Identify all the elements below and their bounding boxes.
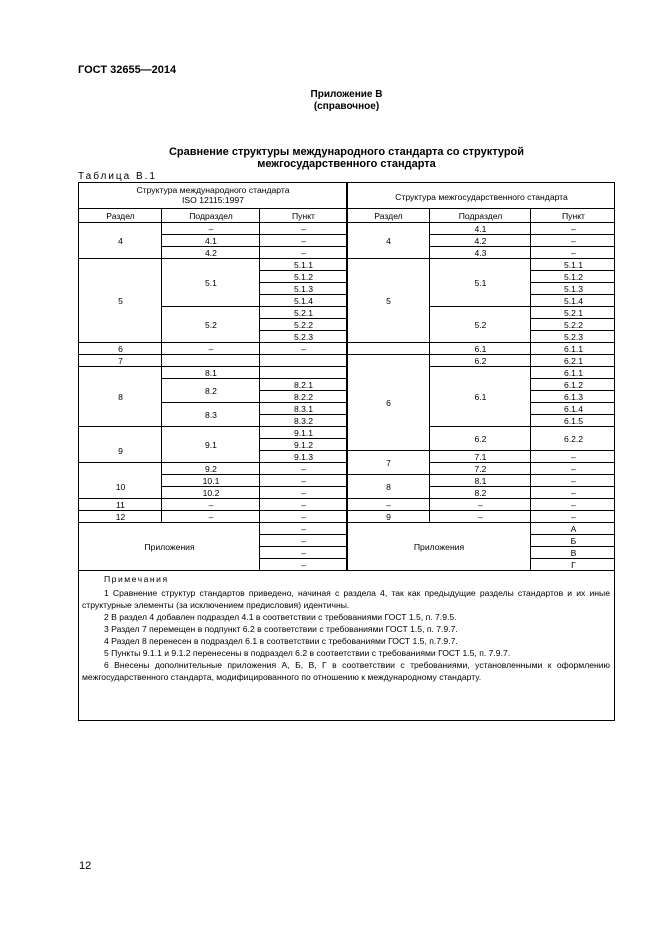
document-code: ГОСТ 32655—2014 — [78, 64, 177, 76]
header-international-line2: ISO 12115:1997 — [182, 195, 244, 205]
right-section: – — [386, 500, 391, 510]
right-item: 6.1.2 — [563, 380, 584, 390]
right-item: 5.1.3 — [563, 284, 584, 294]
note-5: 5 Пункты 9.1.1 и 9.1.2 перенесены в подраздел 6.2 в соответствии с требованиями ГОСТ 1.5, п. 7.9.7. — [104, 648, 511, 658]
right-item: – — [571, 500, 576, 510]
col-section-left: Раздел — [106, 211, 135, 221]
left-section: 6 — [118, 344, 123, 354]
left-subsection: 9.2 — [205, 464, 217, 474]
left-subsection: 8.1 — [205, 368, 217, 378]
right-item: 6.1.3 — [563, 392, 584, 402]
left-item: 5.2.3 — [293, 332, 314, 342]
left-subsection: 4.1 — [205, 236, 217, 246]
left-section: 8 — [118, 392, 123, 402]
left-item: – — [301, 500, 306, 510]
notes-list — [82, 587, 610, 683]
appendix-subtitle: (справочное) — [313, 101, 380, 112]
left-subsection: 5.2 — [205, 320, 217, 330]
left-item: 8.2.2 — [293, 392, 314, 402]
left-subsection: – — [208, 344, 214, 354]
right-subsection: – — [478, 512, 483, 522]
left-item: – — [301, 488, 306, 498]
right-item: 6.2.1 — [563, 356, 584, 366]
right-subsection: 4.2 — [474, 236, 487, 246]
appendix-heading — [0, 89, 661, 113]
left-item: – — [301, 524, 306, 534]
right-item: – — [571, 452, 576, 462]
notes-heading: Примечания — [104, 574, 169, 584]
right-subsection: – — [478, 500, 483, 510]
left-appendices: Приложения — [144, 542, 195, 552]
right-item: 5.1.2 — [563, 272, 584, 282]
left-section: 10 — [115, 482, 126, 492]
right-subsection: 6.2 — [474, 356, 487, 366]
right-item: Б — [570, 536, 577, 546]
left-item: – — [301, 560, 306, 570]
left-item: – — [301, 236, 306, 246]
right-item: – — [571, 248, 576, 258]
left-subsection: 5.1 — [205, 278, 217, 288]
left-section: 7 — [118, 356, 123, 366]
page-number: 12 — [79, 860, 92, 872]
left-subsection: – — [208, 500, 214, 510]
right-item: – — [571, 236, 576, 246]
right-subsection: 4.3 — [474, 248, 487, 258]
left-subsection: – — [208, 224, 214, 234]
right-item: 5.1.1 — [563, 260, 584, 270]
right-item: – — [571, 512, 576, 522]
left-item: 9.1.2 — [293, 440, 314, 450]
right-subsection: 4.1 — [474, 224, 487, 234]
right-item: – — [571, 488, 576, 498]
header-international — [79, 185, 347, 205]
left-item: – — [301, 548, 306, 558]
right-section: 8 — [386, 482, 391, 492]
left-section: 12 — [115, 512, 126, 522]
left-item: – — [301, 536, 306, 546]
right-item: 6.2.2 — [563, 434, 584, 444]
header-international-line1: Структура международного стандарта — [136, 185, 290, 195]
header-interstate: Структура межгосударственного стандарта — [395, 191, 568, 202]
right-subsection: 7.1 — [474, 452, 487, 462]
right-subsection: 5.1 — [474, 278, 487, 288]
left-item: 5.1.2 — [293, 272, 314, 282]
col-item-left: Пункт — [291, 211, 315, 221]
table-title — [0, 146, 661, 170]
left-item: 5.2.2 — [293, 320, 314, 330]
right-appendices: Приложения — [413, 542, 465, 552]
left-subsection: 8.3 — [205, 410, 217, 420]
title-line-1: Сравнение структуры международного стандарта со структурой — [168, 146, 525, 158]
title-line-2: межгосударственного стандарта — [257, 158, 436, 170]
right-section: 5 — [386, 296, 391, 306]
right-item: – — [571, 464, 576, 474]
left-subsection: 4.2 — [205, 248, 217, 258]
left-subsection: 8.2 — [205, 386, 217, 396]
right-subsection: 6.2 — [474, 434, 487, 444]
right-item: 5.2.2 — [563, 320, 584, 330]
note-2: 2 В раздел 4 добавлен подраздел 4.1 в соответствии с требованиями ГОСТ 1.5, п. 7.9.5. — [104, 612, 457, 622]
left-subsection: 10.1 — [202, 476, 220, 486]
note-4: 4 Раздел 8 перенесен в подраздел 6.1 в соответствии с требованиями ГОСТ 1.5, п.7.9.7. — [104, 636, 458, 646]
col-section-right: Раздел — [374, 211, 403, 221]
right-subsection: 6.1 — [474, 344, 487, 354]
right-item: Г — [571, 560, 576, 570]
left-item: – — [301, 224, 306, 234]
left-item: 5.1.4 — [293, 296, 314, 306]
col-subsection-left: Подраздел — [189, 211, 233, 221]
left-item: 8.2.1 — [293, 380, 314, 390]
table-label: Таблица В.1 — [78, 171, 157, 182]
left-item: 9.1.3 — [293, 452, 314, 462]
right-subsection: 6.1 — [474, 392, 487, 402]
right-subsection: 7.2 — [474, 464, 487, 474]
left-section: 4 — [118, 236, 123, 246]
left-item: 9.1.1 — [293, 428, 314, 438]
left-item: 5.2.1 — [293, 308, 314, 318]
note-3: 3 Раздел 7 перемещен в подпункт 6.2 в соответствии с требованиями ГОСТ 1.5, п. 7.9.7. — [104, 624, 458, 634]
right-item: 5.2.3 — [563, 332, 584, 342]
right-section: 7 — [386, 458, 391, 468]
right-item: В — [570, 548, 577, 558]
right-item: 5.1.4 — [563, 296, 584, 306]
right-subsection: 5.2 — [474, 320, 487, 330]
right-section: 6 — [386, 398, 391, 408]
note-1: 1 Сравнение структур стандартов приведено, начиная с раздела 4, так как предыдущие разделы стандартов и их иные структурные элементы (за исключением предисловия) идентичны. — [82, 588, 610, 610]
right-item: 5.2.1 — [563, 308, 584, 318]
left-item: – — [301, 464, 306, 474]
right-item: 6.1.5 — [563, 416, 584, 426]
appendix-title: Приложение В — [310, 89, 383, 100]
note-6: 6 Внесены дополнительные приложения А, Б, В, Г в соответствии с требованиями, установленными к оформлению межгосударственного стандарта, модифицированного по отношению к международному стандарту. — [82, 660, 610, 682]
left-item: 8.3.2 — [293, 416, 314, 426]
col-item-right: Пункт — [561, 211, 585, 221]
right-item: 6.1.4 — [563, 404, 584, 414]
left-subsection: 10.2 — [202, 488, 220, 498]
left-subsection: – — [208, 512, 214, 522]
right-subsection: 8.1 — [474, 476, 487, 486]
left-item: – — [301, 344, 306, 354]
left-section: 9 — [118, 446, 123, 456]
right-item: 6.1.1 — [563, 344, 584, 354]
left-item: 8.3.1 — [293, 404, 314, 414]
right-section: 9 — [386, 512, 391, 522]
left-section: 5 — [118, 296, 123, 306]
left-item: 5.1.3 — [293, 284, 314, 294]
right-item: – — [571, 476, 576, 486]
col-subsection-right: Подраздел — [458, 211, 503, 221]
left-item: – — [301, 512, 306, 522]
right-item: А — [570, 524, 577, 534]
left-section: 11 — [116, 500, 125, 510]
left-item: 5.1.1 — [293, 260, 314, 270]
left-item: – — [301, 248, 306, 258]
right-section: 4 — [386, 236, 391, 246]
right-subsection: 8.2 — [474, 488, 487, 498]
right-item: 6.1.1 — [563, 368, 584, 378]
right-item: – — [571, 224, 576, 234]
left-subsection: 9.1 — [205, 440, 217, 450]
left-item: – — [301, 476, 306, 486]
